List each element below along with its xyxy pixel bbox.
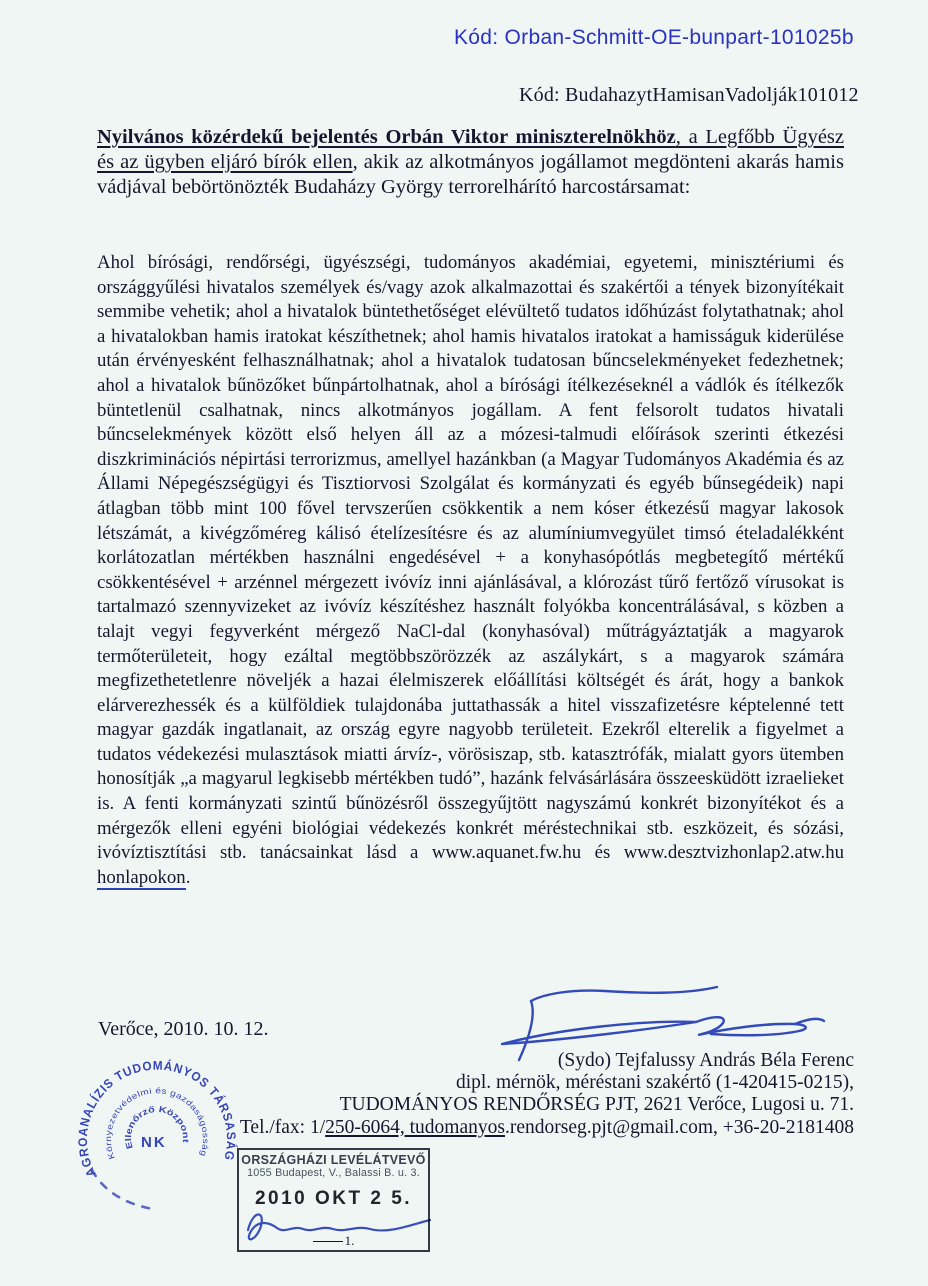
letter-body <box>97 251 844 890</box>
signatory-name: (Sydo) Tejfalussy András Béla Ferenc <box>557 1050 854 1071</box>
agroanalizis-round-stamp <box>57 1039 257 1239</box>
round-stamp-outer-ring-text: AGROANALÍZIS TUDOMÁNYOS TÁRSASÁG <box>75 1058 239 1179</box>
signatory-organization: TUDOMÁNYOS RENDŐRSÉG PJT, 2621 Verőce, Lugosi u. 71. <box>339 1094 854 1116</box>
body-main-text: Ahol bírósági, rendőrségi, ügyészségi, tudományos akadémiai, egyetemi, minisztériumi és országgyűlési hivatalos személyek és/vagy azok alkalmazottai és szakértői a tények bizonyítékait semmibe vehetik; ahol a hivatalok büntethetőséget elévültető tudatos időhúzást folytathatnak; ahol a hivatalokban hamis iratokat készíthetnek; ahol hamis hivatalos iratokat a hamisságuk kiderülése után érvényesként felhasználhatnak; ahol a hivatalok tudatosan bűncselekményeket fedezhetnek; ahol a hivatalok bűnözőket bűnpártolhatnak, ahol a bírósági ítélkezéseknél a vádlók és ítélkezők büntetlenül csalhatnak, nincs alkotmányos jogállam. A fent felsorolt tudatos hivatali bűncselekmények között első helyen áll az a mózesi-talmudi előírások szerinti étkezési diszkriminációs népirtási terrorizmus, amellyel hazánkban (a Magyar Tudományos Akadémia és az Állami Népegészségügyi és Tisztiorvosi Szolgálat és kormányzati és egyéb bűnsegédeik) napi átlagban több mint 100 fővel tervszerűen csökkentik a nem kóser étkezésű magyar lakosok létszámát, a kivégzőméreg kálisó ételízesítésre és az alumíniumvegyület timsó ételadalékként korlátozatlan mértékben használni engedésével + a konyhasópótlás megbetegítő mértékű csökkentésével + arzénnel mérgezett ivóvíz inni ajánlásával, a klórozást tűrő fertőző vírusokat is tartalmazó szennyvizeket az ivóvíz készítéshez használt folyókba koncentrálásával, s közben a talajt vegyi fegyverként mérgező NaCl-dal (konyhasóval) műtrágyáztatják a magyarok termőterületeit, hogy ezáltal megtöbbszörözzék az aszálykárt, s a magyarok számára megfizethetetlenre növeljék a hazai élelmiszerek előállítási költségét és árát, hogy a bankok elárverezhessék és a külföldiek tulajdonába juttathassák a hitel visszafizetésre képtelenné tett magyar gazdák ingatlanait, az ország egyre nagyobb területeit. Ezekről elterelik a figyelmet a tudatos védekezési mulasztások miatti árvíz-, vörösiszap, stb. katasztrófák, mialatt gyors ütemben honosítják „a magyarul legkisebb mértékben tudó”, hazánk felvásárlására összeesküdött izraelieket is. A fenti kormányzati szintű bűnözésről összegyűjtött nagyszámú konkrét bizonyítékot és a mérgezők elleni egyéni biológiai védekezés konkrét méréstechnikai stb. eszközeit, és sózási, ivóvíztisztítási stb. tanácsainkat lásd a www.aquanet.fw.hu és www.desztvizhonlap2.atw.hu <box>97 252 844 864</box>
signature-vertical-stroke <box>519 1001 533 1060</box>
letter-heading <box>97 125 844 200</box>
receipt-stamp-office: ORSZÁGHÁZI LEVÉLÁTVEVŐ <box>241 1153 426 1167</box>
main-signature <box>468 978 868 1070</box>
contact-suffix: .rendorseg.pjt@gmail.com, +36-20-2181408 <box>504 1116 854 1138</box>
receipt-stamp-number-value: 1. <box>344 1233 355 1248</box>
round-stamp-inner-ring-text: Ellenőrző Központ <box>122 1103 192 1151</box>
date-line: Verőce, 2010. 10. 12. <box>98 1018 269 1040</box>
body-tail: . <box>185 866 191 888</box>
contact-line <box>240 1117 854 1139</box>
heading-underlined: , a Legfőbb Ügyész és az ügyben eljáró bírók ellen <box>97 126 844 173</box>
document-code-black: Kód: BudahazytHamisanVadolják101012 <box>519 84 859 106</box>
signatory-title: dipl. mérnök, méréstani szakértő (1-420415-0215), <box>455 1072 854 1094</box>
receipt-stamp-date: 2010 OKT 2 5. <box>254 1188 413 1209</box>
heading-rest: , akik az alkotmányos jogállamot megdönteni akarás hamis vádjával bebörtönözték Budaházy György terrorelhárító harcostársamat: <box>97 151 844 198</box>
round-stamp-center-text: NK <box>141 1134 167 1151</box>
heading-bold-underlined: Nyilvános közérdekű bejelentés Orbán Viktor miniszterelnökhöz <box>97 126 676 148</box>
signature-tail-stroke <box>795 1019 824 1024</box>
body-underlined-word: honlapokon <box>97 866 186 888</box>
svg-text:AGROANALÍZIS TUDOMÁNYOS TÁRSAS <box>76 1058 239 1179</box>
receipt-stamp-address: 1055 Budapest, V., Balassi B. u. 3. <box>247 1167 420 1179</box>
clerk-signature-stroke <box>248 1214 430 1239</box>
signature-flourish-stroke <box>696 1017 806 1035</box>
round-stamp-faded-rim <box>92 1170 153 1209</box>
contact-prefix: Tel./fax: 1/ <box>239 1116 326 1138</box>
contact-underlined: 250-6064, tudomanyos <box>325 1116 505 1138</box>
document-code-blue: Kód: Orban-Schmitt-OE-bunpart-101025b <box>454 26 854 49</box>
receipt-clerk-signature <box>238 1198 438 1254</box>
round-stamp-middle-ring-text: Környezetvédelmi és gazdaságosság <box>103 1086 211 1161</box>
signature-underline-stroke <box>531 987 717 1001</box>
